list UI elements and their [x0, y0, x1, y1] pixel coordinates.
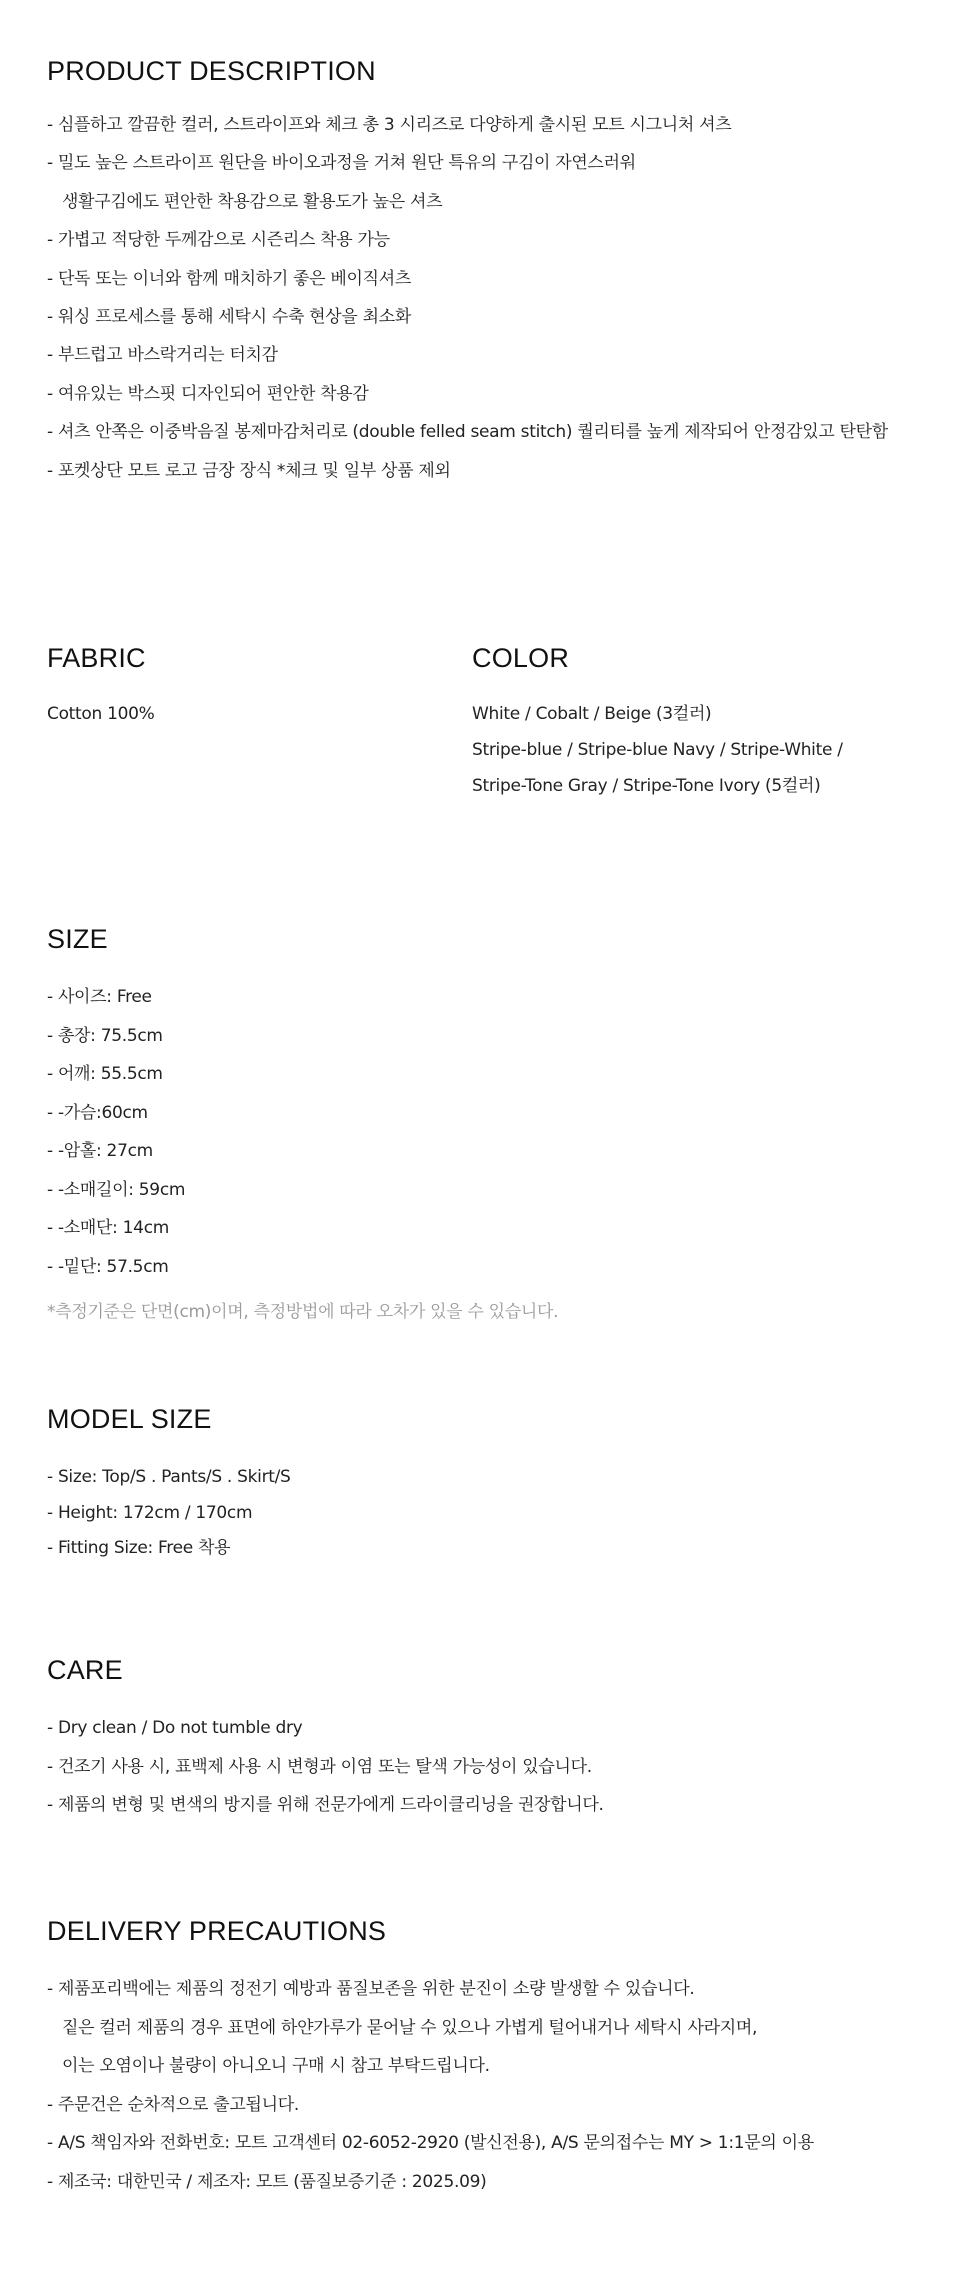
delivery-line: - 제품포리백에는 제품의 정전기 예방과 품질보존을 위한 분진이 소량 발생할 수 있습니다.: [47, 1979, 695, 1999]
delivery-line: - 주문건은 순차적으로 출고됩니다.: [47, 2094, 299, 2115]
size-line: - -가슴:60cm: [47, 1102, 148, 1123]
size-measurement-note: *측정기준은 단면(cm)이며, 측정방법에 따라 오차가 있을 수 있습니다.: [47, 1302, 559, 1322]
color-line: Stripe-Tone Gray / Stripe-Tone Ivory (5컬러): [472, 776, 821, 796]
size-line: - -소매길이: 59cm: [47, 1179, 186, 1200]
care-title: CARE: [47, 1655, 123, 1685]
description-line: - 여유있는 박스핏 디자인되어 편안한 착용감: [47, 383, 369, 404]
description-line: - 포켓상단 모트 로고 금장 장식 *체크 및 일부 상품 제외: [47, 460, 451, 481]
color-title: COLOR: [472, 643, 570, 673]
product-description-section: [47, 56, 888, 497]
description-line: - 워싱 프로세스를 통해 세탁시 수축 현상을 최소화: [47, 306, 412, 327]
size-title: SIZE: [47, 924, 108, 954]
color-section: [472, 643, 843, 810]
size-line: - -소매단: 14cm: [47, 1218, 170, 1238]
size-line: - 총장: 75.5cm: [47, 1025, 163, 1046]
description-line: - 셔츠 안쪽은 이중박음질 봉제마감처리로 (double felled seam stitch) 퀄리티를 높게 제작되어 안정감있고 탄탄함: [47, 422, 888, 443]
fabric-title: FABRIC: [47, 643, 146, 673]
size-line: - -암홀: 27cm: [47, 1141, 153, 1161]
color-line: Stripe-blue / Stripe-blue Navy / Stripe-White /: [472, 740, 843, 760]
care-line: - Dry clean / Do not tumble dry: [47, 1718, 303, 1738]
description-line: - 밀도 높은 스트라이프 원단을 바이오과정을 거쳐 원단 특유의 구김이 자연스러워: [47, 153, 636, 174]
model-size-section: [47, 1404, 291, 1572]
delivery-line: 이는 오염이나 불량이 아니오니 구매 시 참고 부탁드립니다.: [62, 2056, 490, 2076]
size-section: [47, 924, 558, 1322]
care-line: - 제품의 변형 및 변색의 방지를 위해 전문가에게 드라이클리닝을 권장합니다.: [47, 1795, 604, 1815]
care-section: [47, 1655, 604, 1832]
description-line: - 부드럽고 바스락거리는 터치감: [47, 345, 278, 366]
delivery-line: - 제조국: 대한민국 / 제조자: 모트 (품질보증기준 : 2025.09): [47, 2171, 487, 2192]
fabric-value: Cotton 100%: [47, 704, 155, 724]
delivery-precautions-title: DELIVERY PRECAUTIONS: [47, 1916, 387, 1946]
size-line: - 어깨: 55.5cm: [47, 1064, 163, 1084]
delivery-precautions-section: [47, 1916, 814, 2208]
product-description-list: [47, 113, 888, 497]
model-size-line: - Size: Top/S . Pants/S . Skirt/S: [47, 1467, 291, 1487]
size-line: - -밑단: 57.5cm: [47, 1256, 169, 1277]
size-line: - 사이즈: Free: [47, 987, 152, 1007]
delivery-line: - A/S 책임자와 전화번호: 모트 고객센터 02-6052-2920 (발신전용), A/S 문의접수는 MY > 1:1문의 이용: [47, 2133, 814, 2153]
description-line: - 단독 또는 이너와 함께 매치하기 좋은 베이직셔츠: [47, 268, 412, 289]
description-line: - 가볍고 적당한 두께감으로 시즌리스 착용 가능: [47, 230, 390, 251]
delivery-line: 짙은 컬러 제품의 경우 표면에 하얀가루가 묻어날 수 있으나 가볍게 털어내거나 세탁시 사라지며,: [62, 2017, 758, 2038]
product-description-title: PRODUCT DESCRIPTION: [47, 56, 376, 86]
model-size-title: MODEL SIZE: [47, 1404, 212, 1434]
fabric-section: [47, 643, 154, 724]
color-line: White / Cobalt / Beige (3컬러): [472, 704, 712, 724]
care-line: - 건조기 사용 시, 표백제 사용 시 변형과 이염 또는 탈색 가능성이 있습니다.: [47, 1756, 592, 1777]
model-size-line: - Height: 172cm / 170cm: [47, 1502, 253, 1523]
description-line: 생활구김에도 편안한 착용감으로 활용도가 높은 셔츠: [62, 191, 443, 212]
model-size-line: - Fitting Size: Free 착용: [47, 1538, 231, 1558]
description-line: - 심플하고 깔끔한 컬러, 스트라이프와 체크 총 3 시리즈로 다양하게 출시된 모트 시그니처 셔츠: [47, 115, 732, 135]
